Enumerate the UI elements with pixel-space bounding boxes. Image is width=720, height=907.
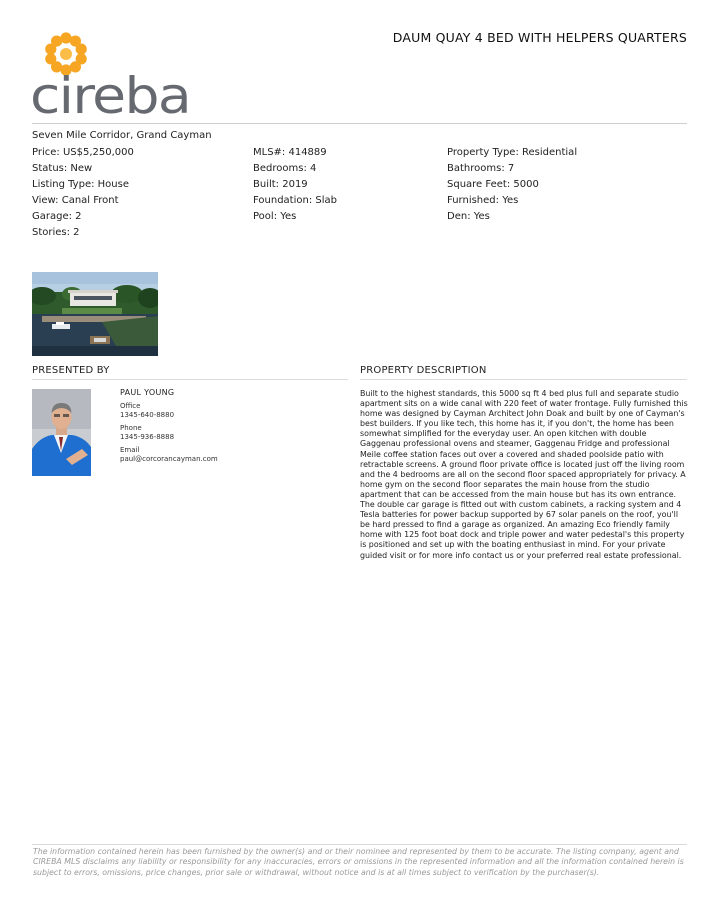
disclaimer-text: The information contained herein has been furnished by the owner(s) and or their nominee and represented by them to be accurate. The listing company, agent and CIREBA MLS disclaims any liability or responsibility for any inaccuracies, errors or omissions in the represented information and all the information contained herein is subject to errors, omissions, price changes, prior sale or withdrawal, without notice and is at all times subject to verification by the purchaser(s).: [33, 847, 684, 877]
presented-by-heading: PRESENTED BY: [32, 365, 110, 376]
fact-property-type: Property Type: Residential: [447, 147, 578, 158]
facts-column-3: [447, 146, 577, 226]
fact-furnished: Furnished: Yes: [447, 195, 519, 206]
agent-photo: [32, 389, 91, 476]
agent-contact: [120, 388, 340, 468]
facts-column-1: [32, 146, 134, 242]
property-facts: [32, 146, 688, 242]
fact-foundation: Foundation: Slab: [253, 195, 337, 206]
property-description-heading: PROPERTY DESCRIPTION: [360, 365, 487, 376]
fact-mls-number: MLS#: 414889: [253, 147, 327, 158]
property-description-divider: [360, 379, 687, 380]
fact-listing-type: Listing Type: House: [32, 179, 129, 190]
listing-location: Seven Mile Corridor, Grand Cayman: [32, 130, 212, 141]
property-photo[interactable]: [32, 272, 158, 356]
listing-title: DAUM QUAY 4 BED WITH HELPERS QUARTERS: [392, 30, 687, 45]
fact-built: Built: 2019: [253, 179, 308, 190]
fact-bedrooms: Bedrooms: 4: [253, 163, 317, 174]
cireba-wordmark: cireba: [30, 67, 190, 118]
fact-den: Den: Yes: [447, 211, 490, 222]
office-label: Office: [120, 402, 141, 410]
agent-name: PAUL YOUNG: [120, 388, 175, 397]
facts-column-2: [253, 146, 337, 226]
cireba-logo: [30, 30, 192, 118]
footer-divider: [32, 844, 687, 845]
phone-label: Phone: [120, 424, 142, 432]
fact-bathrooms: Bathrooms: 7: [447, 163, 515, 174]
fact-pool: Pool: Yes: [253, 211, 297, 222]
property-description-text: Built to the highest standards, this 5000 sq ft 4 bed plus full and separate studio apartment sits on a wide canal with 220 feet of water frontage. Fully furnished this home was designed by Cayman Architect John Doak and built by one of Cayman's best builders. If you like tech, this home has it, if you don't, the home has been somewhat simplified for the everyday user. An open kitchen with double Gaggenau professional ovens and steamer, Gaggenau Fridge and professional Meile coffee station faces out over a covered and shaded poolside patio with retractable screens. A ground floor private office is located just off the living room and the 4 bedrooms are all on the second floor spaced appropriately for privacy. A home gym on the second floor separates the main house from the studio apartment that can be accessed from the main house but has its own entrance. The double car garage is fitted out with custom cabinets, a racking system and 4 Tesla batteries for power backup supported by 67 solar panels on the roof, you'll be hard pressed to find a garage as organized. An amazing Eco friendly family home with 125 foot boat dock and triple power and water pedestal's this property is positioned and set up with the boating enthusiast in mind. For your private guided visit or for more info contact us or your preferred real estate professional.: [360, 389, 688, 560]
fact-garage: Garage: 2: [32, 211, 82, 222]
agent-email-link[interactable]: paul@corcorancayman.com: [120, 455, 218, 463]
email-label: Email: [120, 446, 140, 454]
presented-by-divider: [32, 379, 348, 380]
fact-price: Price: US$5,250,000: [32, 147, 134, 158]
fact-square-feet: Square Feet: 5000: [447, 179, 539, 190]
mobile-phone[interactable]: 1345-936-8888: [120, 433, 175, 441]
fact-stories: Stories: 2: [32, 227, 80, 238]
fact-status: Status: New: [32, 163, 93, 174]
office-phone[interactable]: 1345-640-8880: [120, 411, 175, 419]
header-divider: [32, 123, 687, 124]
fact-view: View: Canal Front: [32, 195, 119, 206]
